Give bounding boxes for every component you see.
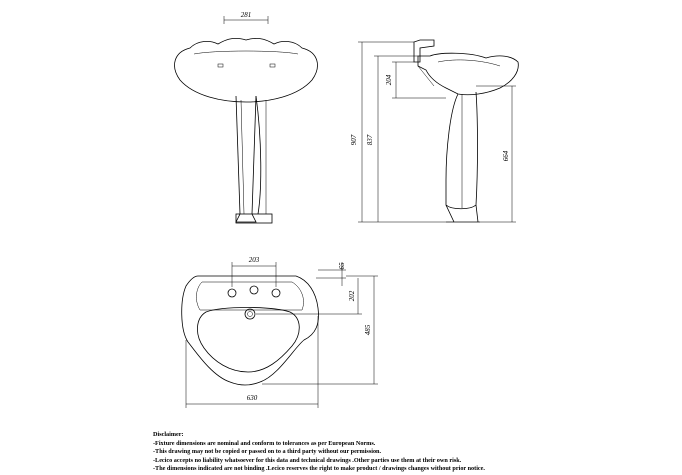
front-overflow-left xyxy=(218,64,223,67)
dim-label-202: 202 xyxy=(348,290,356,302)
front-basin-rim xyxy=(194,51,298,54)
plan-drain-hole-inner xyxy=(248,312,253,317)
plan-tap-hole-center xyxy=(250,286,258,294)
disclaimer-line: -Lecico accepts no liability whatsoever for this data and technical drawings .Other parties use them at their own risk. xyxy=(153,456,462,464)
side-pedestal-back xyxy=(476,92,478,222)
front-basin-outline xyxy=(175,38,318,102)
plan-view xyxy=(182,256,378,408)
dim-label-630: 630 xyxy=(246,394,258,402)
front-pedestal xyxy=(236,96,256,222)
front-overflow-right xyxy=(270,64,275,67)
side-pedestal-front xyxy=(446,94,458,222)
disclaimer-block xyxy=(153,431,673,474)
side-wall-line xyxy=(418,66,434,86)
side-basin-outline xyxy=(418,53,518,95)
plan-tap-hole-right xyxy=(272,289,280,297)
dim-label-203: 203 xyxy=(248,256,260,264)
plan-tap-hole-left xyxy=(228,289,236,297)
disclaimer-title: Disclaimer: xyxy=(153,431,184,438)
dim-label-907: 907 xyxy=(350,134,358,146)
disclaimer-line: -Fixture dimensions are nominal and conform to tolerances as per European Norms. xyxy=(153,439,376,447)
dim-label-204: 204 xyxy=(385,74,393,86)
front-view xyxy=(175,11,318,223)
disclaimer-line: -The dimensions indicated are not binding .Lecico reserves the right to make product / drawings changes without prior notice. xyxy=(153,465,485,473)
dim-label-281: 281 xyxy=(240,11,252,19)
plan-basin-outline xyxy=(182,276,319,385)
dim-label-485: 485 xyxy=(364,324,372,336)
plan-drain-hole xyxy=(245,309,255,319)
dim-label-837: 837 xyxy=(366,134,374,146)
dim-label-664: 664 xyxy=(502,150,510,162)
dim-label-65: 65 xyxy=(338,262,346,270)
front-pedestal-right-edge xyxy=(256,96,261,214)
plan-basin-deck xyxy=(196,282,303,310)
side-tap xyxy=(414,40,434,62)
disclaimer-line: -This drawing may not be copied or passed on to a third party without our permission. xyxy=(153,448,382,456)
side-pedestal-foot xyxy=(446,205,476,209)
side-view xyxy=(350,40,518,222)
front-pedestal-line xyxy=(241,100,244,214)
side-basin-inner xyxy=(438,60,500,66)
